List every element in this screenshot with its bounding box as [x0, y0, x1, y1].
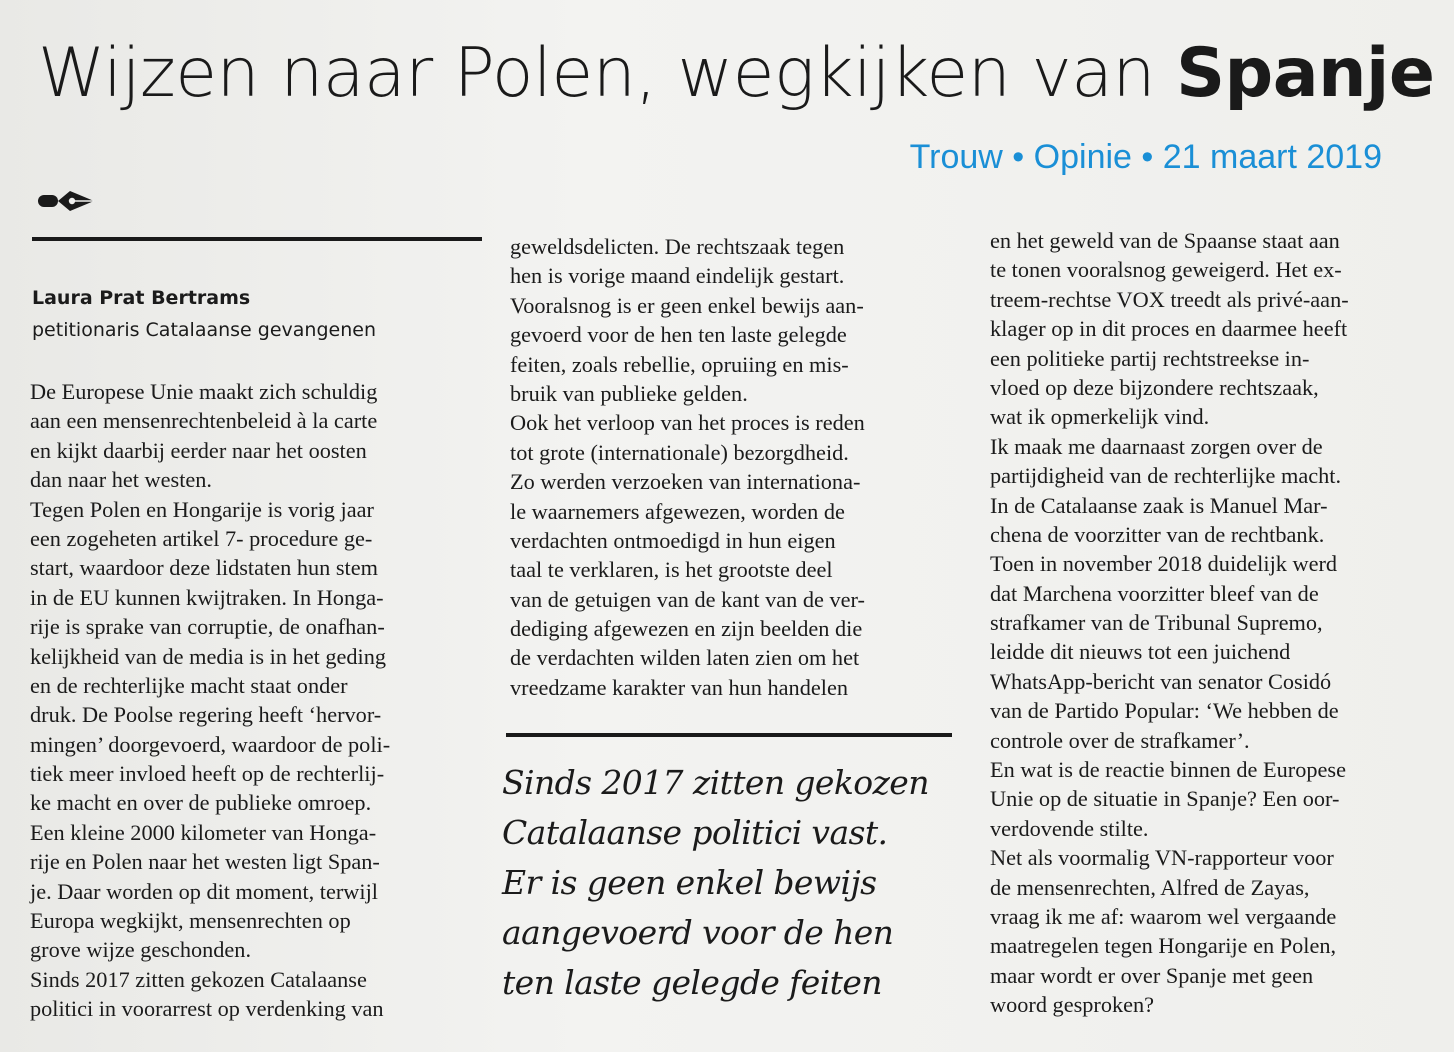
article-column-2	[510, 232, 865, 702]
text-line: rije en Polen naar het westen ligt Span-	[30, 849, 380, 875]
text-line: dediging afgewezen en zijn beelden die	[510, 616, 863, 642]
text-line: wat ik opmerkelijk vind.	[990, 404, 1210, 430]
text-line: controle over de strafkamer’.	[990, 727, 1250, 753]
text-line: Ook het verloop van het proces is reden	[510, 410, 865, 436]
text-line: gevoerd voor de hen ten laste gelegde	[510, 322, 847, 348]
text-line: mingen’ doorgevoerd, waardoor de poli-	[30, 731, 391, 757]
text-line: Vooralsnog is er geen enkel bewijs aan-	[510, 292, 864, 318]
text-line: leidde dit nieuws tot een juichend	[990, 639, 1291, 665]
text-line: Net als voormalig VN-rapporteur voor	[990, 845, 1334, 871]
pull-quote-rule	[506, 733, 952, 737]
text-line: en kijkt daarbij eerder naar het oosten	[30, 437, 367, 463]
text-line: De Europese Unie maakt zich schuldig	[30, 379, 378, 404]
text-line: taal te verklaren, is het grootste deel	[510, 557, 833, 583]
text-line: klager op in dit proces en daarmee heeft	[990, 316, 1348, 342]
text-line: feiten, zoals rebellie, opruiing en mis-	[510, 351, 849, 377]
text-line: en de rechterlijke macht staat onder	[30, 672, 348, 698]
text-line: start, waardoor deze lidstaten hun stem	[30, 555, 378, 581]
text-line: vloed op deze bijzondere rechtszaak,	[990, 374, 1319, 400]
text-line: rije is sprake van corruptie, de onafhan-	[30, 614, 385, 640]
pull-quote-line: aangevoerd voor de hen	[502, 913, 894, 952]
text-line: tot grote (internationale) bezorgdheid.	[510, 439, 849, 465]
text-line: le waarnemers afgewezen, worden de	[510, 498, 845, 524]
text-line: Sinds 2017 zitten gekozen Catalaanse	[30, 966, 367, 992]
pull-quote-line: Er is geen enkel bewijs	[502, 863, 877, 902]
text-line: grove wijze geschonden.	[30, 937, 252, 963]
text-line: vreedzame karakter van hun handelen	[510, 674, 848, 700]
author-name: Laura Prat Bertrams	[32, 287, 251, 309]
text-line: hen is vorige maand eindelijk gestart.	[510, 263, 845, 289]
article-column-3	[990, 226, 1349, 1020]
text-line: bruik van publieke gelden.	[510, 380, 748, 406]
text-line: en het geweld van de Spaanse staat aan	[990, 228, 1340, 253]
text-line: In de Catalaanse zaak is Manuel Mar-	[990, 492, 1328, 518]
text-line: partijdigheid van de rechterlijke macht.	[990, 463, 1342, 489]
text-line: Zo werden verzoeken van internationa-	[510, 469, 861, 495]
text-line: chena de voorzitter van de rechtbank.	[990, 521, 1325, 547]
text-line: kelijkheid van de media is in het geding	[30, 643, 387, 669]
text-line: maar wordt er over Spanje met geen	[990, 962, 1314, 988]
text-line: Tegen Polen en Hongarije is vorig jaar	[30, 496, 374, 522]
text-line: woord gesproken?	[990, 992, 1155, 1018]
source-credit: Trouw • Opinie • 21 maart 2019	[909, 138, 1382, 176]
text-line: een politieke partij rechtstreekse in-	[990, 345, 1310, 371]
text-line: de mensenrechten, Alfred de Zayas,	[990, 874, 1310, 900]
text-line: de verdachten wilden laten zien om het	[510, 645, 860, 671]
author-role: petitionaris Catalaanse gevangenen	[32, 319, 376, 341]
text-line: ke macht en over de publieke omroep.	[30, 790, 372, 816]
pull-quote	[502, 758, 929, 1008]
text-line: En wat is de reactie binnen de Europese	[990, 757, 1346, 783]
text-line: te tonen vooralsnog geweigerd. Het ex-	[990, 257, 1342, 283]
text-line: in de EU kunnen kwijtraken. In Honga-	[30, 584, 384, 610]
text-line: tiek meer invloed heeft op de rechterlij-	[30, 761, 385, 787]
text-line: WhatsApp-bericht van senator Cosidó	[990, 668, 1332, 694]
text-line: politici in voorarrest op verdenking van	[30, 996, 384, 1022]
pull-quote-line: Sinds 2017 zitten gekozen	[502, 763, 929, 802]
text-line: treem-rechtse VOX treedt als privé-aan-	[990, 286, 1349, 312]
column-rule	[32, 237, 482, 241]
text-line: Unie op de situatie in Spanje? Een oor-	[990, 786, 1340, 812]
text-line: Een kleine 2000 kilometer van Honga-	[30, 819, 377, 845]
text-line: dat Marchena voorzitter bleef van de	[990, 580, 1319, 606]
text-line: strafkamer van de Tribunal Supremo,	[990, 610, 1323, 636]
article-column-1	[30, 377, 390, 1024]
text-line: Europa wegkijkt, mensenrechten op	[30, 908, 351, 934]
text-line: maatregelen tegen Hongarije en Polen,	[990, 933, 1337, 959]
text-line: vraag ik me af: waarom wel vergaande	[990, 903, 1337, 929]
pull-quote-line: ten laste gelegde feiten	[502, 963, 882, 1002]
headline	[38, 34, 1434, 113]
text-line: een zogeheten artikel 7- procedure ge-	[30, 525, 373, 551]
pull-quote-line: Catalaanse politici vast.	[502, 813, 888, 852]
headline-light: Wijzen naar Polen, wegkijken van	[38, 34, 1177, 113]
text-line: druk. De Poolse regering heeft ‘hervor-	[30, 702, 382, 728]
text-line: van de Partido Popular: ‘We hebben de	[990, 698, 1339, 724]
text-line: Ik maak me daarnaast zorgen over de	[990, 433, 1323, 459]
text-line: Toen in november 2018 duidelijk werd	[990, 551, 1338, 577]
text-line: verdachten ontmoedigd in hun eigen	[510, 527, 836, 553]
text-line: je. Daar worden op dit moment, terwijl	[30, 878, 378, 904]
pen-nib-icon	[36, 186, 98, 216]
headline-bold: Spanje	[1176, 34, 1435, 113]
text-line: van de getuigen van de kant van de ver-	[510, 586, 865, 612]
text-line: aan een mensenrechtenbeleid à la carte	[30, 408, 378, 434]
text-line: geweldsdelicten. De rechtszaak tegen	[510, 234, 845, 259]
text-line: dan naar het westen.	[30, 467, 213, 493]
text-line: verdovende stilte.	[990, 815, 1149, 841]
